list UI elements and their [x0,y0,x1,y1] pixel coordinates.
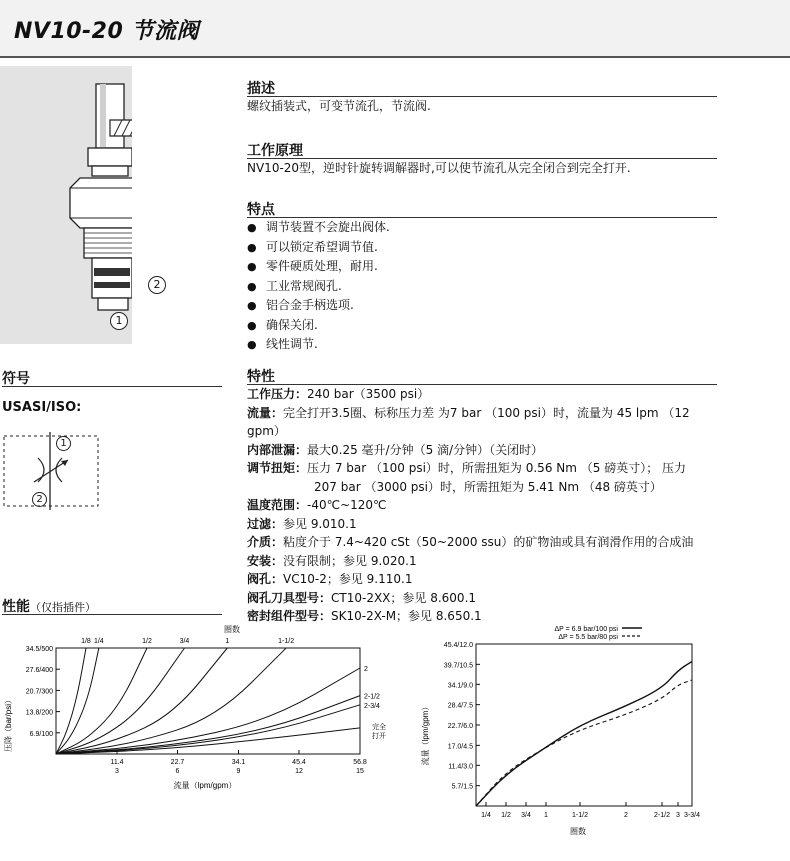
chart1-series-line [56,705,360,754]
chart1-y-axis-label: 压降（bar/psi） [4,695,13,753]
chart2-x-tick-label: 1 [544,812,548,819]
chart2-x-axis-label: 圈数 [570,827,586,836]
chart1-x-tick-label-gpm: 3 [115,768,119,775]
spec-label: 安装： [247,553,284,568]
chart2-x-tick-label: 3 [676,812,680,819]
chart1-series-label: 1/8 [81,638,91,645]
spec-value: 参见 9.010.1 [283,516,357,531]
spec-value: VC10-2；参见 9.110.1 [283,572,413,586]
chart1-y-tick-label: 27.6/400 [25,667,53,675]
chart1-series-label: 3/4 [179,638,190,645]
chart2-x-tick-label: 1/2 [501,812,511,819]
chart2-y-tick-label: 39.7/10.5 [443,662,473,670]
spec-value: -40℃~120℃ [307,498,387,512]
spec-value: SK10-2X-M；参见 8.650.1 [331,609,482,623]
spec-value: CT10-2XX；参见 8.600.1 [331,590,477,605]
chart1-series-line [56,648,227,754]
chart1-x-tick-label-lpm: 56.8 [353,759,367,766]
chart1-series-label: 1/2 [142,638,152,645]
specs-list [247,385,693,626]
features-heading: 特点 [247,202,275,218]
symbol-port-1: 1 [56,436,71,451]
description-heading: 描述 [247,81,275,97]
chart2-y-tick-label: 45.4/12.0 [443,642,473,649]
chart1-end-label-2: 打开 [372,733,386,740]
spec-label: 过滤： [247,516,284,531]
chart1-series-label: 1 [225,638,230,645]
spec-label: 调节扭矩： [247,461,308,475]
spec-value: 完全打开3.5圈、标称压力差 为7 bar （100 psi）时，流量为 45 lpm （12 [283,405,690,420]
flow-turns-chart [410,622,790,838]
chart1-y-tick-label: 6.9/100 [29,730,53,738]
chart1-series-label: 2 [364,665,368,673]
performance-heading [2,596,96,616]
chart2-plot-frame [476,644,692,806]
chart1-end-label-1: 完全 [372,724,386,731]
performance-title: 性能 [2,599,30,615]
spec-label: 内部泄漏： [247,442,308,457]
chart2-y-tick-label: 5.7/1.5 [451,783,473,791]
chart1-x-tick-label-lpm: 34.1 [231,759,246,766]
symbol-heading: 符号 [2,371,30,387]
page-title: NV10-20 节流阀 [14,19,199,44]
description-text: 螺纹插装式，可变节流孔，节流阀. [247,99,431,113]
symbol-port-2: 2 [32,492,47,507]
valve-illustration [0,66,132,344]
spec-value: gpm） [247,424,286,438]
spec-label: 温度范围： [247,498,308,512]
feature-item: ● 线性调节. [247,335,390,355]
iso-symbol [0,428,110,514]
chart2-y-tick-label: 11.4/3.0 [448,763,473,771]
spec-value: 240 bar（3500 psi） [307,387,430,401]
chart2-series-line [476,661,692,806]
pressure-flow-chart [0,622,400,792]
chart1-x-tick-label-gpm: 12 [295,768,303,775]
chart2-y-tick-label: 22.7/6.0 [447,723,473,730]
chart1-y-tick-label: 13.8/200 [25,709,53,717]
feature-item: ● 调节装置不会旋出阀体. [247,218,390,238]
chart1-top-label: 圈数 [224,625,240,634]
chart2-legend-dashed-label: ΔP = 5.5 bar/80 psi [558,634,618,641]
chart2-x-tick-label: 2-1/2 [654,812,670,819]
symbol-rule [2,386,222,387]
specs-heading: 特性 [247,369,275,385]
performance-subtitle: （仅指插件） [30,601,96,614]
chart1-x-tick-label-lpm: 45.4 [292,759,306,766]
chart2-series-line [476,680,692,806]
symbol-standard-label: USASI/ISO: [2,400,82,415]
spec-value: 粘度介于 7.4~420 cSt（50~2000 ssu）的矿物油或具有润滑作用的合成油 [283,535,694,549]
chart2-x-tick-label: 1-1/2 [572,812,588,819]
chart2-legend-solid-label: ΔP = 6.9 bar/100 psi [554,626,618,633]
spec-value: 压力 7 bar （100 psi）时，所需扭矩为 0.56 Nm （5 磅英寸）； 压力 [307,461,687,475]
chart2-x-tick-label: 3/4 [521,812,531,819]
product-illustration-panel [0,66,132,344]
port-1-marker: 1 [110,312,128,330]
chart1-plot-frame [56,648,360,754]
spec-label: 流量： [247,405,284,420]
chart2-y-tick-label: 34.1/9.0 [447,682,473,690]
feature-item: ● 可以锁定希望调节值. [247,238,390,258]
chart1-x-tick-label-gpm: 6 [175,768,180,775]
chart2-x-tick-label: 1/4 [481,812,491,819]
chart2-x-tick-label: 2 [624,812,628,819]
chart1-series-label: 2-3/4 [364,702,380,710]
principle-heading: 工作原理 [247,143,303,159]
chart1-x-tick-label-lpm: 11.4 [110,759,124,766]
spec-label: 阀孔： [247,572,284,586]
feature-item: ● 确保关闭. [247,316,390,336]
chart1-series-label: 1/4 [93,638,104,645]
features-list [247,218,390,355]
chart2-y-axis-label: 流量（lpm/gpm） [421,702,430,766]
chart2-y-tick-label: 28.4/7.5 [447,702,473,710]
spec-value: 最大0.25 毫升/分钟（5 滴/分钟）（关闭时） [307,442,544,457]
chart1-y-tick-label: 34.5/500 [25,646,53,653]
spec-label: 阀孔刀具型号： [247,590,332,605]
chart1-y-tick-label: 20.7/300 [25,688,53,696]
chart1-x-axis-label: 流量（lpm/gpm） [173,781,237,790]
chart1-series-line [56,648,286,754]
spec-label: 工作压力： [247,387,308,401]
spec-label: 密封组件型号： [247,609,332,623]
chart1-series-label: 2-1/2 [364,693,380,701]
performance-rule [2,614,222,615]
feature-item: ● 铝合金手柄选项. [247,296,390,316]
spec-label: 介质： [247,535,284,549]
port-2-marker: 2 [148,276,166,294]
chart1-x-tick-label-gpm: 9 [236,768,241,775]
chart2-y-tick-label: 17.0/4.5 [447,743,473,751]
feature-item: ● 零件硬质处理，耐用. [247,257,390,277]
chart1-series-label: 1-1/2 [278,638,295,645]
chart1-x-tick-label-gpm: 15 [356,768,364,775]
chart1-x-tick-label-lpm: 22.7 [170,759,185,766]
chart2-x-tick-label: 3-3/4 [684,812,700,819]
spec-value: 没有限制；参见 9.020.1 [283,553,417,568]
principle-text: NV10-20型，逆时针旋转调解器时,可以使节流孔从完全闭合到完全打开. [247,161,631,175]
chart1-series-line [56,648,86,754]
spec-value: 207 bar （3000 psi）时，所需扭矩为 5.41 Nm （48 磅英寸） [314,479,662,494]
chart1-series-line [56,648,99,754]
feature-item: ● 工业常规阀孔. [247,277,390,297]
